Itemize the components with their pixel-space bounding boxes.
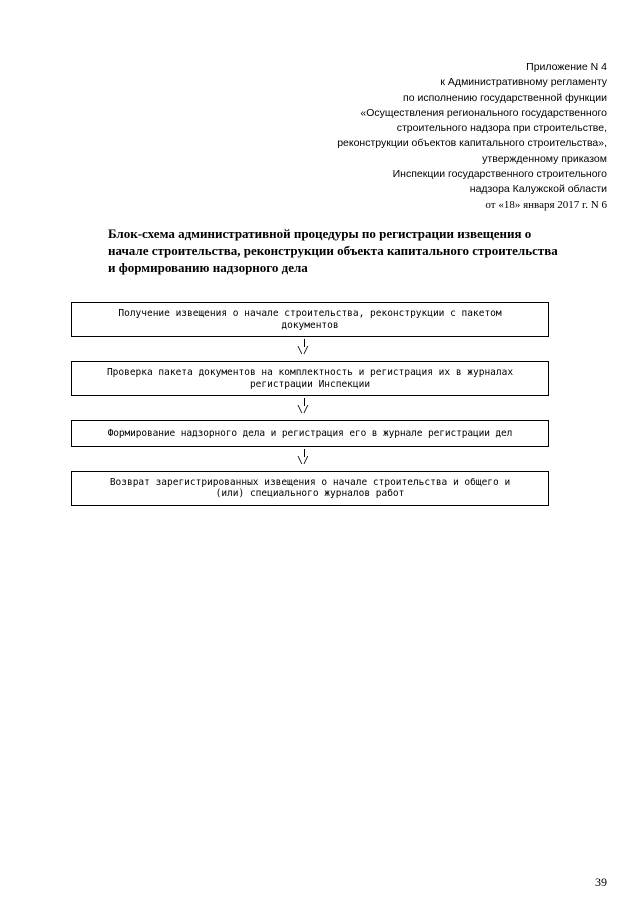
appendix-line: реконструкции объектов капитального строительства», xyxy=(337,137,607,150)
page-number: 39 xyxy=(595,875,607,889)
flow-arrow xyxy=(71,447,549,471)
flow-step-check-documents: Проверка пакета документов на комплектность и регистрация их в журналах регистрации Инспекции xyxy=(71,361,549,396)
appendix-header xyxy=(337,60,607,213)
title-line: начале строительства, реконструкции объекта капитального строительства xyxy=(108,243,558,258)
title-line: и формированию надзорного дела xyxy=(108,260,308,275)
document-title xyxy=(108,225,608,276)
appendix-line: надзора Калужской области xyxy=(469,183,607,196)
appendix-number: Приложение N 4 xyxy=(526,61,607,73)
title-line: Блок-схема административной процедуры по регистрации извещения о xyxy=(108,226,532,241)
flowchart xyxy=(71,302,549,506)
appendix-order-date: от «18» января 2017 г. N 6 xyxy=(485,198,607,211)
arrow-down-icon: \/ xyxy=(297,454,310,466)
appendix-line: утвержденному приказом xyxy=(482,152,607,165)
flow-step-receive-notice: Получение извещения о начале строительства, реконструкции с пакетом документов xyxy=(71,302,549,337)
arrow-down-icon: \/ xyxy=(297,345,310,356)
flow-arrow xyxy=(71,337,549,361)
appendix-line: к Административному регламенту xyxy=(440,76,607,89)
flow-step-return-notice: Возврат зарегистрированных извещения о начале строительства и общего и (или) специального журналов работ xyxy=(71,471,549,506)
arrow-down-icon: \/ xyxy=(297,404,310,415)
appendix-line: строительного надзора при строительстве, xyxy=(396,122,607,135)
flow-step-form-case: Формирование надзорного дела и регистрация его в журнале регистрации дел xyxy=(71,420,549,447)
appendix-line: по исполнению государственной функции xyxy=(403,91,607,104)
appendix-line: Инспекции государственного строительного xyxy=(392,168,607,181)
appendix-line: «Осуществления регионального государственного xyxy=(360,106,607,119)
flow-arrow xyxy=(71,396,549,420)
